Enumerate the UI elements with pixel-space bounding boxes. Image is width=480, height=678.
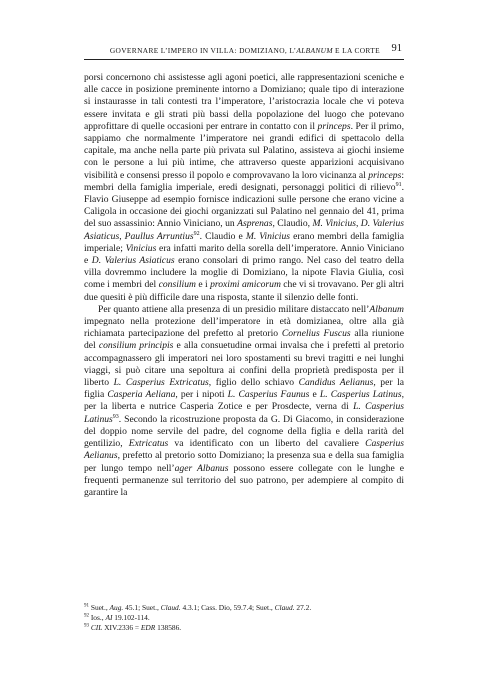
- italic-text: Asprenas: [237, 218, 273, 230]
- text-run: erano membri della famiglia imperiale;: [84, 230, 404, 254]
- text-run: erano consolari di primo rango. Nel caso del teatro della villa dovremmo includere la moglie di Domiziano, la nipote Flavia Giulia, così come i membri del: [84, 255, 404, 291]
- italic-text: L. Casperius Extricatus: [113, 377, 209, 389]
- body-text: [84, 72, 404, 499]
- text-run: impegnato nella protezione dell’imperatore in età domizianea, oltre alla già richiamata partecipazione del prefetto al pretorio: [84, 316, 404, 340]
- italic-text: Casperius Aelianus: [84, 438, 404, 462]
- text-run: alla riunione del: [84, 328, 404, 352]
- paragraph: [84, 72, 404, 304]
- italic-text: Paullus Arruntius: [124, 230, 194, 242]
- italic-text: Claud.: [160, 603, 181, 612]
- paragraph: [84, 304, 404, 499]
- italic-text: D. Valerius Asiaticus: [91, 255, 175, 267]
- text-run: ,: [355, 218, 361, 230]
- italic-text: Extricatus: [128, 438, 169, 450]
- footnote-ref: 92: [193, 230, 200, 237]
- text-run: e i: [195, 279, 211, 291]
- header-title-part1: GOVERNARE L’IMPERO IN VILLA: DOMIZIANO, L’: [109, 46, 297, 55]
- italic-text: M. Vinicius: [312, 218, 356, 230]
- italic-text: Aug.: [109, 603, 124, 612]
- footnote-ref: 91: [395, 181, 402, 188]
- text-run: e alla consuetudine ormai invalsa che i prefetti al pretorio accompagnassero gli imperatori nei loro spostamenti su brevi tragitti e nei lunghi viaggi, si può citare una sepoltura ai confini della proprietà predisposta per il liberto: [84, 340, 404, 389]
- text-run: era infatti marito della sorella dell’imperatore. Annio Viniciano e: [84, 242, 404, 267]
- footnotes: [84, 603, 404, 633]
- italic-text: L. Casperius Faunus: [227, 389, 310, 401]
- text-run: ,: [119, 230, 125, 242]
- italic-text: L. Casperius Latinus: [319, 389, 402, 401]
- text-run: , per la liberta e nutrice Casperia Zotice e per Prosdecte, verna di: [84, 389, 404, 413]
- italic-text: proximi amicorum: [210, 279, 281, 291]
- footnote-ref: 91: [84, 603, 89, 609]
- text-run: , figlio dello schiavo: [208, 377, 299, 389]
- italic-text: princeps: [368, 169, 402, 181]
- italic-text: Claud.: [274, 603, 295, 612]
- italic-text: Cornelius Fuscus: [281, 328, 351, 340]
- footnote-ref: 93: [112, 413, 119, 420]
- text-run: porsi concernono chi assistesse agli agoni poetici, alle rappresentazioni sceniche e alle cacce in posizione preminente intorno a Domiziano; quale tipo di interazione si instaurasse in tali contesti tra l’imperatore, l’aristocrazia locale che vi poteva essere invitata e gli strati più bassi della popolazione del luogo che potevano approfittare di quelle occasioni per entrare in contatto con il: [84, 72, 404, 132]
- footnote: [84, 623, 404, 633]
- italic-text: AI: [105, 613, 113, 622]
- text-run: , per la figlia: [84, 377, 404, 401]
- text-run: 45.1; Suet.,: [123, 603, 161, 612]
- text-run: . Secondo la ricostruzione proposta da G. Di Giacomo, in considerazione del doppio nome servile del padre, del cognome della figlia e della rarità del gentilizio,: [84, 413, 404, 450]
- running-header: [84, 44, 404, 60]
- italic-text: Candidus Aelianus: [298, 377, 374, 389]
- italic-text: L. Casperius Latinus: [84, 401, 404, 425]
- italic-text: CIL: [90, 623, 103, 632]
- italic-text: consilium principis: [98, 340, 174, 352]
- italic-text: consilium: [158, 279, 196, 291]
- italic-text: Casperia Aeliana: [107, 389, 176, 401]
- italic-text: Albanum: [369, 303, 404, 315]
- italic-text: M. Vinicius: [245, 230, 291, 242]
- text-run: . Per il primo, sappiamo che normalmente l’imperatore nei grandi edifici di spettacolo della capitale, ma anche nella parte più privata sul Palatino, assisteva ai giochi insieme con le persone a lui più intime, che attraverso queste apparizioni acquisivano visibilità e consensi presso il popolo e comprovavano la loro vicinanza al: [84, 120, 404, 181]
- text-run: : membri della famiglia imperiale, eredi designati, personaggi politici di rilievo: [84, 169, 404, 193]
- text-run: 4.3.1; Cass. Dio, 59.7.4; Suet.,: [180, 603, 275, 612]
- text-run: Ios.,: [89, 613, 106, 622]
- footnote: [84, 613, 404, 623]
- text-run: , prefetto al pretorio sotto Domiziano; la presenza sua e della sua famiglia per lungo tempo nell’: [84, 450, 404, 474]
- italic-text: Vinicius: [125, 242, 157, 254]
- footnote: [84, 603, 404, 613]
- text-run: va identificato con un liberto del cavaliere: [168, 438, 366, 450]
- italic-text: ager Albanus: [174, 462, 229, 474]
- footnote-ref: 93: [84, 623, 89, 629]
- header-title-italic: ALBANUM: [296, 46, 333, 55]
- text-run: 27.2.: [294, 603, 312, 612]
- italic-text: EDR: [140, 623, 156, 632]
- running-header-title: [110, 46, 380, 55]
- text-run: Per quanto attiene alla presenza di un presidio militare distaccato nell’: [98, 303, 370, 315]
- text-run: possono essere collegate con le lunghe e frequenti permanenze sul territorio del suo patrono, per adempiere al compito di garantire la: [84, 462, 404, 498]
- text-run: 19.102-114.: [112, 613, 150, 622]
- page-number: 91: [391, 43, 402, 54]
- text-run: che vi si trovavano. Per gli altri due quesiti è più difficile dare una risposta, stante il silenzio delle fonti.: [84, 279, 404, 303]
- header-title-part2: E LA CORTE: [332, 46, 380, 55]
- text-run: 138586.: [155, 623, 182, 632]
- footnote-ref: 92: [84, 613, 89, 619]
- text-run: XIV.2336 =: [102, 623, 141, 632]
- text-run: , per i nipoti: [175, 389, 228, 401]
- italic-text: D. Valerius Asiaticus: [84, 218, 404, 242]
- italic-text: princeps: [317, 120, 351, 132]
- text-run: Suet.,: [89, 603, 110, 612]
- text-run: , Claudio,: [272, 218, 313, 230]
- text-run: . Flavio Giuseppe ad esempio fornisce indicazioni sulle persone che erano vicine a Caligola in occasione dei giochi organizzati sul Palatino nel gennaio del 41, prima del suo assassinio: Annio Viniciano, un: [84, 181, 404, 230]
- text-run: e: [309, 389, 320, 401]
- text-run: . Claudio e: [199, 230, 246, 242]
